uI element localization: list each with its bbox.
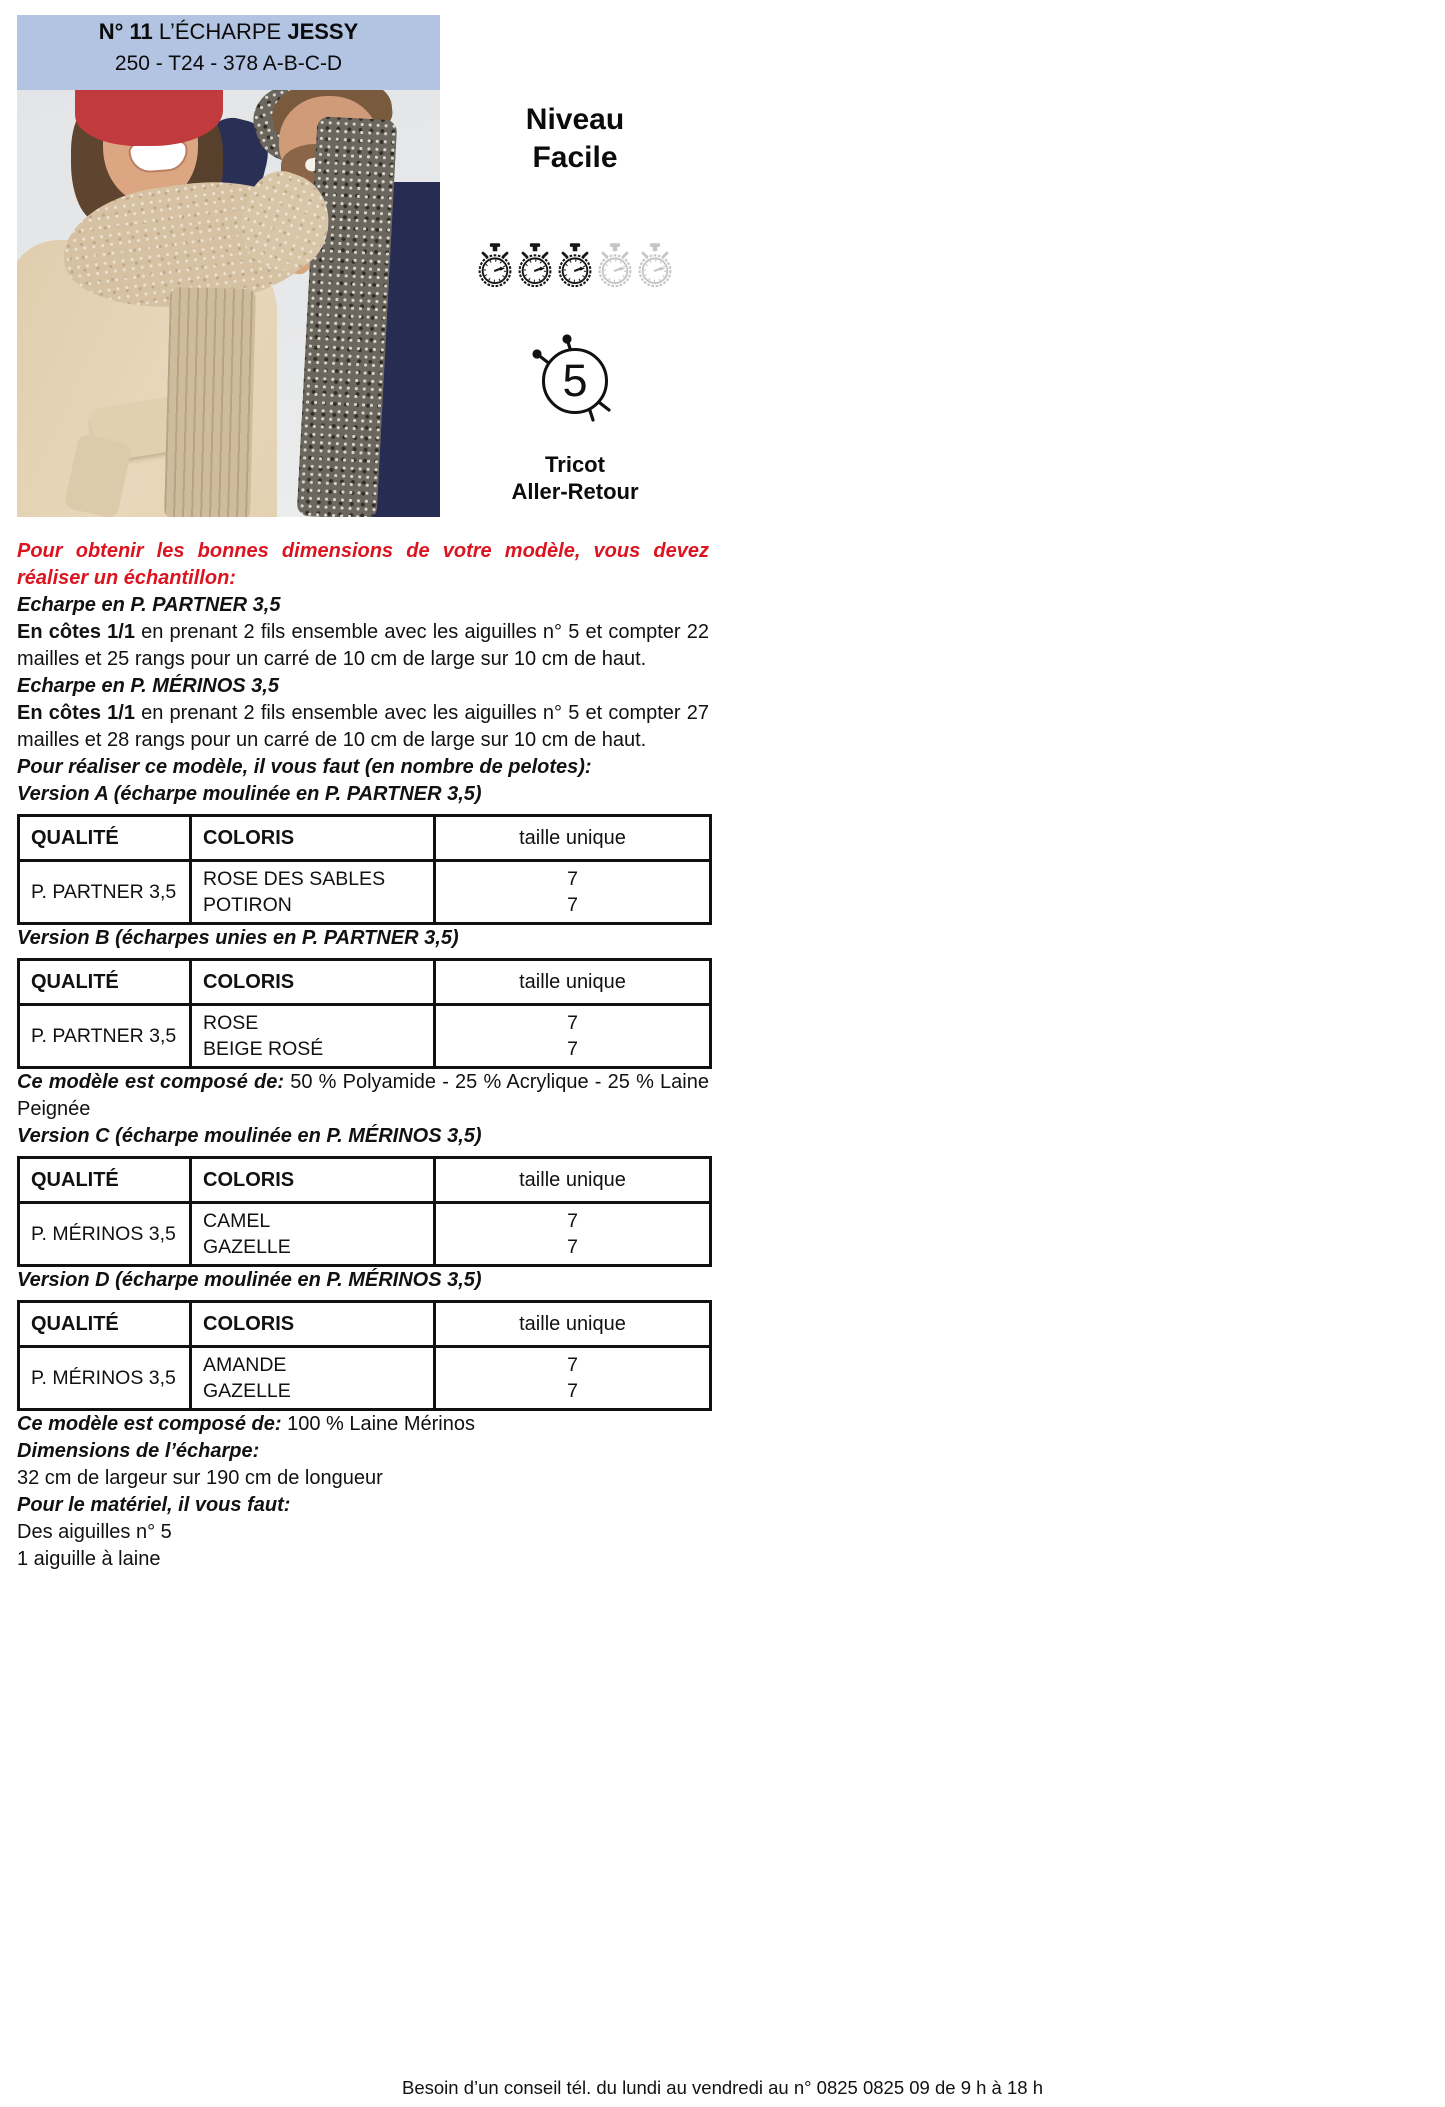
colors-cell: [191, 1005, 435, 1068]
quality-cell: P. MÉRINOS 3,5: [19, 1347, 191, 1410]
color-line: POTIRON: [203, 894, 292, 916]
materials-intro: Pour réaliser ce modèle, il vous faut (en nombre de pelotes):: [17, 756, 592, 778]
colors-header-cell: COLORIS: [191, 816, 435, 861]
gauge-intro-line2: réaliser un échantillon:: [17, 567, 236, 589]
size-header-cell: taille unique: [435, 1158, 711, 1203]
colors-header-cell: COLORIS: [191, 1158, 435, 1203]
version-d-title: Version D (écharpe moulinée en P. MÉRINOS 3,5): [17, 1269, 482, 1291]
composition-ab-lead: Ce modèle est composé de:: [17, 1071, 285, 1093]
gauge-1-title: Echarpe en P. PARTNER 3,5: [17, 594, 281, 616]
version-a-table: [17, 814, 712, 925]
quantity-line: 7: [567, 1354, 578, 1376]
version-b-title: Version B (écharpes unies en P. PARTNER 3,5): [17, 927, 459, 949]
quantity-line: 7: [567, 1380, 578, 1402]
gauge-intro: [17, 538, 709, 592]
gauge-1-lead: En côtes 1/1: [17, 621, 135, 643]
header-box: [17, 15, 440, 90]
colors-cell: [191, 1347, 435, 1410]
gauge-2-body: en prenant 2 fils ensemble avec les aiguilles n° 5 et compter 27 mailles et 28 rangs pour un carré de 10 cm de large sur 10 cm de haut.: [17, 702, 709, 751]
color-line: CAMEL: [203, 1210, 271, 1232]
version-b-table: [17, 958, 712, 1069]
colors-header-cell: COLORIS: [191, 960, 435, 1005]
stopwatch-icon: [636, 242, 674, 289]
quality-header-cell: QUALITÉ: [19, 1158, 191, 1203]
stopwatch-icon: [516, 242, 554, 289]
version-c-title: Version C (écharpe moulinée en P. MÉRINOS 3,5): [17, 1125, 482, 1147]
quantity-cell: [435, 1203, 711, 1266]
gauge-1-text: [17, 619, 709, 673]
colors-cell: [191, 1203, 435, 1266]
help-footer: Besoin d’un conseil tél. du lundi au vendredi au n° 0825 0825 09 de 9 h à 18 h: [402, 2077, 1043, 2098]
version-a-title: Version A (écharpe moulinée en P. PARTNER 3,5): [17, 783, 482, 805]
color-line: GAZELLE: [203, 1380, 291, 1402]
quantity-line: 7: [567, 1012, 578, 1034]
gauge-1-body: en prenant 2 fils ensemble avec les aiguilles n° 5 et compter 22 mailles et 25 rangs pour un carré de 10 cm de large sur 10 cm de haut.: [17, 621, 709, 670]
technique-label: [440, 451, 710, 505]
table-row: [19, 861, 711, 924]
color-line: GAZELLE: [203, 1236, 291, 1258]
pattern-reference: 250 - T24 - 378 A-B-C-D: [114, 52, 343, 75]
level-line2: Facile: [532, 141, 618, 174]
size-header-cell: taille unique: [435, 1302, 711, 1347]
material-line-2: 1 aiguille à laine: [17, 1548, 161, 1570]
quality-cell: P. PARTNER 3,5: [19, 861, 191, 924]
composition-cd-lead: Ce modèle est composé de:: [17, 1413, 282, 1435]
instructions: [17, 538, 709, 1573]
technique-line2: Aller-Retour: [511, 479, 639, 504]
color-line: BEIGE ROSÉ: [203, 1038, 324, 1060]
version-d-table: [17, 1300, 712, 1411]
photo-woman-scarf-tail: [164, 287, 256, 517]
gauge-2-text: [17, 700, 709, 754]
needle-size-number: 5: [562, 355, 588, 406]
needle-size-icon: [525, 332, 625, 424]
quality-header-cell: QUALITÉ: [19, 816, 191, 861]
stopwatch-icon: [476, 242, 514, 289]
composition-cd: [17, 1411, 709, 1438]
version-c-table: [17, 1156, 712, 1267]
quantity-line: 7: [567, 868, 578, 890]
composition-ab-text: 50 % Polyamide - 25 % Acrylique - 25 % Laine Peignée: [17, 1071, 709, 1120]
color-line: ROSE: [203, 1012, 259, 1034]
quality-header-cell: QUALITÉ: [19, 960, 191, 1005]
title-number: N° 11: [98, 19, 153, 44]
colors-header-cell: COLORIS: [191, 1302, 435, 1347]
composition-cd-text: 100 % Laine Mérinos: [287, 1413, 475, 1435]
color-line: ROSE DES SABLES: [203, 868, 386, 890]
page-title: [17, 19, 440, 45]
size-header-cell: taille unique: [435, 816, 711, 861]
quantity-cell: [435, 861, 711, 924]
table-row: [19, 1347, 711, 1410]
material-line-1: Des aiguilles n° 5: [17, 1521, 172, 1543]
table-row: [19, 1005, 711, 1068]
title-name: JESSY: [287, 19, 359, 44]
level-line1: Niveau: [525, 103, 625, 136]
title-mid: L’ÉCHARPE: [158, 19, 282, 44]
quantity-line: 7: [567, 1038, 578, 1060]
gauge-intro-line1: Pour obtenir les bonnes dimensions de votre modèle, vous devez: [17, 540, 709, 562]
gauge-2-lead: En côtes 1/1: [17, 702, 135, 724]
quantity-line: 7: [567, 1210, 578, 1232]
stopwatch-icon: [596, 242, 634, 289]
level-label: [440, 101, 710, 177]
needle-size: [440, 332, 710, 429]
photo: [17, 90, 440, 517]
dimensions-text: 32 cm de largeur sur 190 cm de longueur: [17, 1467, 383, 1489]
difficulty-stopwatches: [440, 242, 710, 289]
composition-ab: [17, 1069, 709, 1123]
material-title: Pour le matériel, il vous faut:: [17, 1494, 291, 1516]
quality-cell: P. MÉRINOS 3,5: [19, 1203, 191, 1266]
stopwatch-icon: [556, 242, 594, 289]
technique-line1: Tricot: [545, 452, 605, 477]
quantity-line: 7: [567, 1236, 578, 1258]
color-line: AMANDE: [203, 1354, 287, 1376]
gauge-2-title: Echarpe en P. MÉRINOS 3,5: [17, 675, 279, 697]
quantity-line: 7: [567, 894, 578, 916]
colors-cell: [191, 861, 435, 924]
quantity-cell: [435, 1005, 711, 1068]
dimensions-title: Dimensions de l’écharpe:: [17, 1440, 260, 1462]
quality-header-cell: QUALITÉ: [19, 1302, 191, 1347]
quality-cell: P. PARTNER 3,5: [19, 1005, 191, 1068]
size-header-cell: taille unique: [435, 960, 711, 1005]
table-row: [19, 1203, 711, 1266]
quantity-cell: [435, 1347, 711, 1410]
